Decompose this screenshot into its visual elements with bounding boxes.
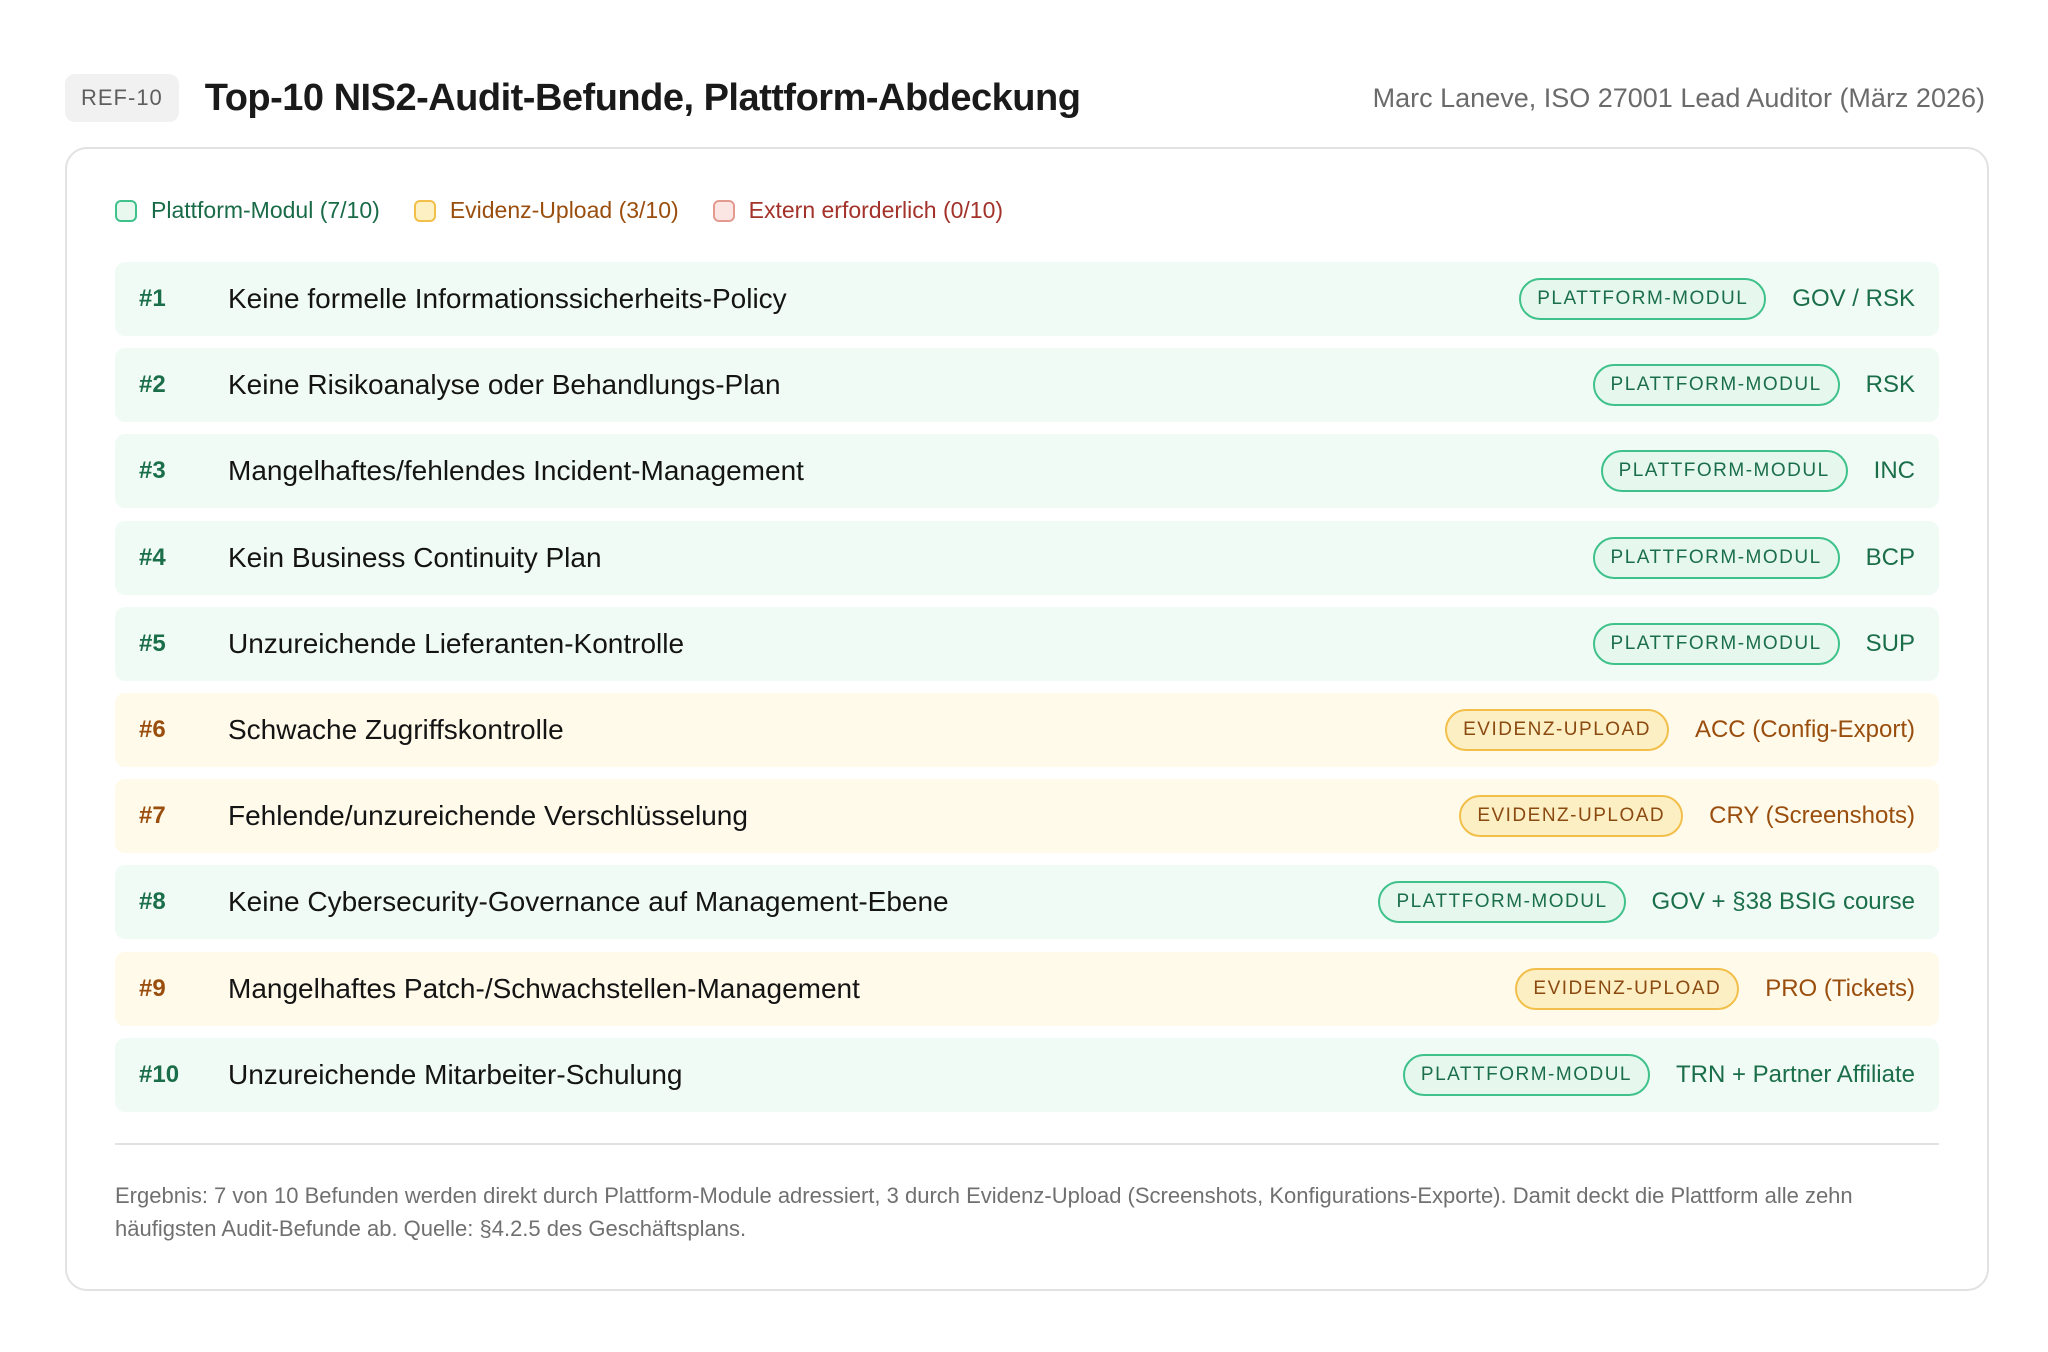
module-code: CRY (Screenshots) bbox=[1709, 802, 1915, 830]
coverage-badge: PLATTFORM-MODUL bbox=[1601, 450, 1848, 492]
legend-label-evidence: Evidenz-Upload (3/10) bbox=[449, 197, 679, 223]
finding-row bbox=[115, 779, 1939, 853]
evidence-swatch-icon bbox=[414, 200, 436, 222]
finding-number: #1 bbox=[139, 285, 166, 312]
module-code: RSK bbox=[1865, 371, 1915, 399]
coverage-badge: PLATTFORM-MODUL bbox=[1593, 537, 1840, 579]
finding-title: Fehlende/unzureichende Verschlüsselung bbox=[228, 800, 748, 832]
divider bbox=[115, 1143, 1939, 1145]
legend-item-evidence bbox=[414, 197, 679, 224]
coverage-badge: EVIDENZ-UPLOAD bbox=[1459, 795, 1683, 837]
finding-number: #5 bbox=[139, 629, 166, 657]
finding-number: #8 bbox=[139, 888, 166, 916]
finding-row bbox=[115, 521, 1939, 595]
finding-title: Schwache Zugriffskontrolle bbox=[228, 713, 564, 745]
module-code: GOV + §38 BSIG course bbox=[1651, 888, 1915, 916]
finding-row bbox=[115, 952, 1939, 1026]
finding-title: Unzureichende Lieferanten-Kontrolle bbox=[228, 627, 685, 659]
coverage-badge: PLATTFORM-MODUL bbox=[1593, 623, 1840, 665]
finding-row bbox=[115, 865, 1939, 939]
finding-title: Unzureichende Mitarbeiter-Schulung bbox=[228, 1058, 683, 1090]
finding-number: #4 bbox=[139, 543, 166, 571]
finding-number: #6 bbox=[139, 715, 166, 743]
legend-item-platform bbox=[115, 197, 380, 224]
findings-list bbox=[115, 262, 1939, 1124]
finding-title: Mangelhaftes/fehlendes Incident-Management bbox=[228, 455, 804, 487]
finding-title: Keine Cybersecurity-Governance auf Management-Ebene bbox=[228, 886, 949, 918]
platform-swatch-icon bbox=[115, 200, 137, 222]
coverage-badge: PLATTFORM-MODUL bbox=[1378, 881, 1625, 923]
module-code: BCP bbox=[1865, 543, 1915, 571]
finding-title: Mangelhaftes Patch-/Schwachstellen-Management bbox=[228, 972, 860, 1004]
finding-row bbox=[115, 1038, 1939, 1112]
module-code: INC bbox=[1873, 457, 1915, 485]
page-header bbox=[65, 70, 1985, 126]
finding-title: Kein Business Continuity Plan bbox=[228, 541, 602, 573]
external-swatch-icon bbox=[713, 200, 735, 222]
coverage-badge: EVIDENZ-UPLOAD bbox=[1445, 709, 1669, 751]
legend-label-platform: Plattform-Modul (7/10) bbox=[151, 197, 380, 223]
finding-title: Keine Risikoanalyse oder Behandlungs-Plan bbox=[228, 369, 781, 401]
finding-number: #3 bbox=[139, 457, 166, 485]
module-code: TRN + Partner Affiliate bbox=[1676, 1060, 1915, 1088]
module-code: PRO (Tickets) bbox=[1765, 974, 1915, 1002]
ref-badge: REF-10 bbox=[65, 74, 179, 122]
finding-number: #7 bbox=[139, 802, 166, 830]
page-title: Top-10 NIS2-Audit-Befunde, Plattform-Abdeckung bbox=[204, 76, 1081, 119]
finding-row bbox=[115, 693, 1939, 767]
finding-title: Keine formelle Informationssicherheits-Policy bbox=[228, 283, 787, 314]
module-code: SUP bbox=[1865, 629, 1915, 657]
legend bbox=[115, 197, 1003, 224]
module-code: ACC (Config-Export) bbox=[1694, 715, 1915, 743]
author-credit: Marc Laneve, ISO 27001 Lead Auditor (März 2026) bbox=[1372, 82, 1985, 113]
legend-item-external bbox=[713, 197, 1003, 224]
finding-row bbox=[115, 348, 1939, 422]
result-summary: Ergebnis: 7 von 10 Befunden werden direkt durch Plattform-Module adressiert, 3 durch Evidenz-Upload (Screenshots, Konfigurations-Exporte). Damit deckt die Plattform alle zehn häufigsten Audit-Befunde ab. Quelle: §4.2.5 des Geschäftsplans. bbox=[115, 1183, 1853, 1241]
finding-row bbox=[115, 262, 1939, 336]
findings-card bbox=[65, 147, 1989, 1291]
coverage-badge: PLATTFORM-MODUL bbox=[1519, 278, 1766, 320]
module-code: GOV / RSK bbox=[1792, 285, 1915, 312]
finding-row bbox=[115, 607, 1939, 681]
coverage-badge: EVIDENZ-UPLOAD bbox=[1515, 968, 1739, 1010]
finding-row bbox=[115, 434, 1939, 508]
legend-label-external: Extern erforderlich (0/10) bbox=[748, 197, 1004, 223]
coverage-badge: PLATTFORM-MODUL bbox=[1593, 364, 1840, 406]
finding-number: #9 bbox=[139, 974, 166, 1002]
finding-number: #10 bbox=[139, 1060, 180, 1088]
finding-number: #2 bbox=[139, 371, 166, 399]
coverage-badge: PLATTFORM-MODUL bbox=[1403, 1054, 1650, 1096]
